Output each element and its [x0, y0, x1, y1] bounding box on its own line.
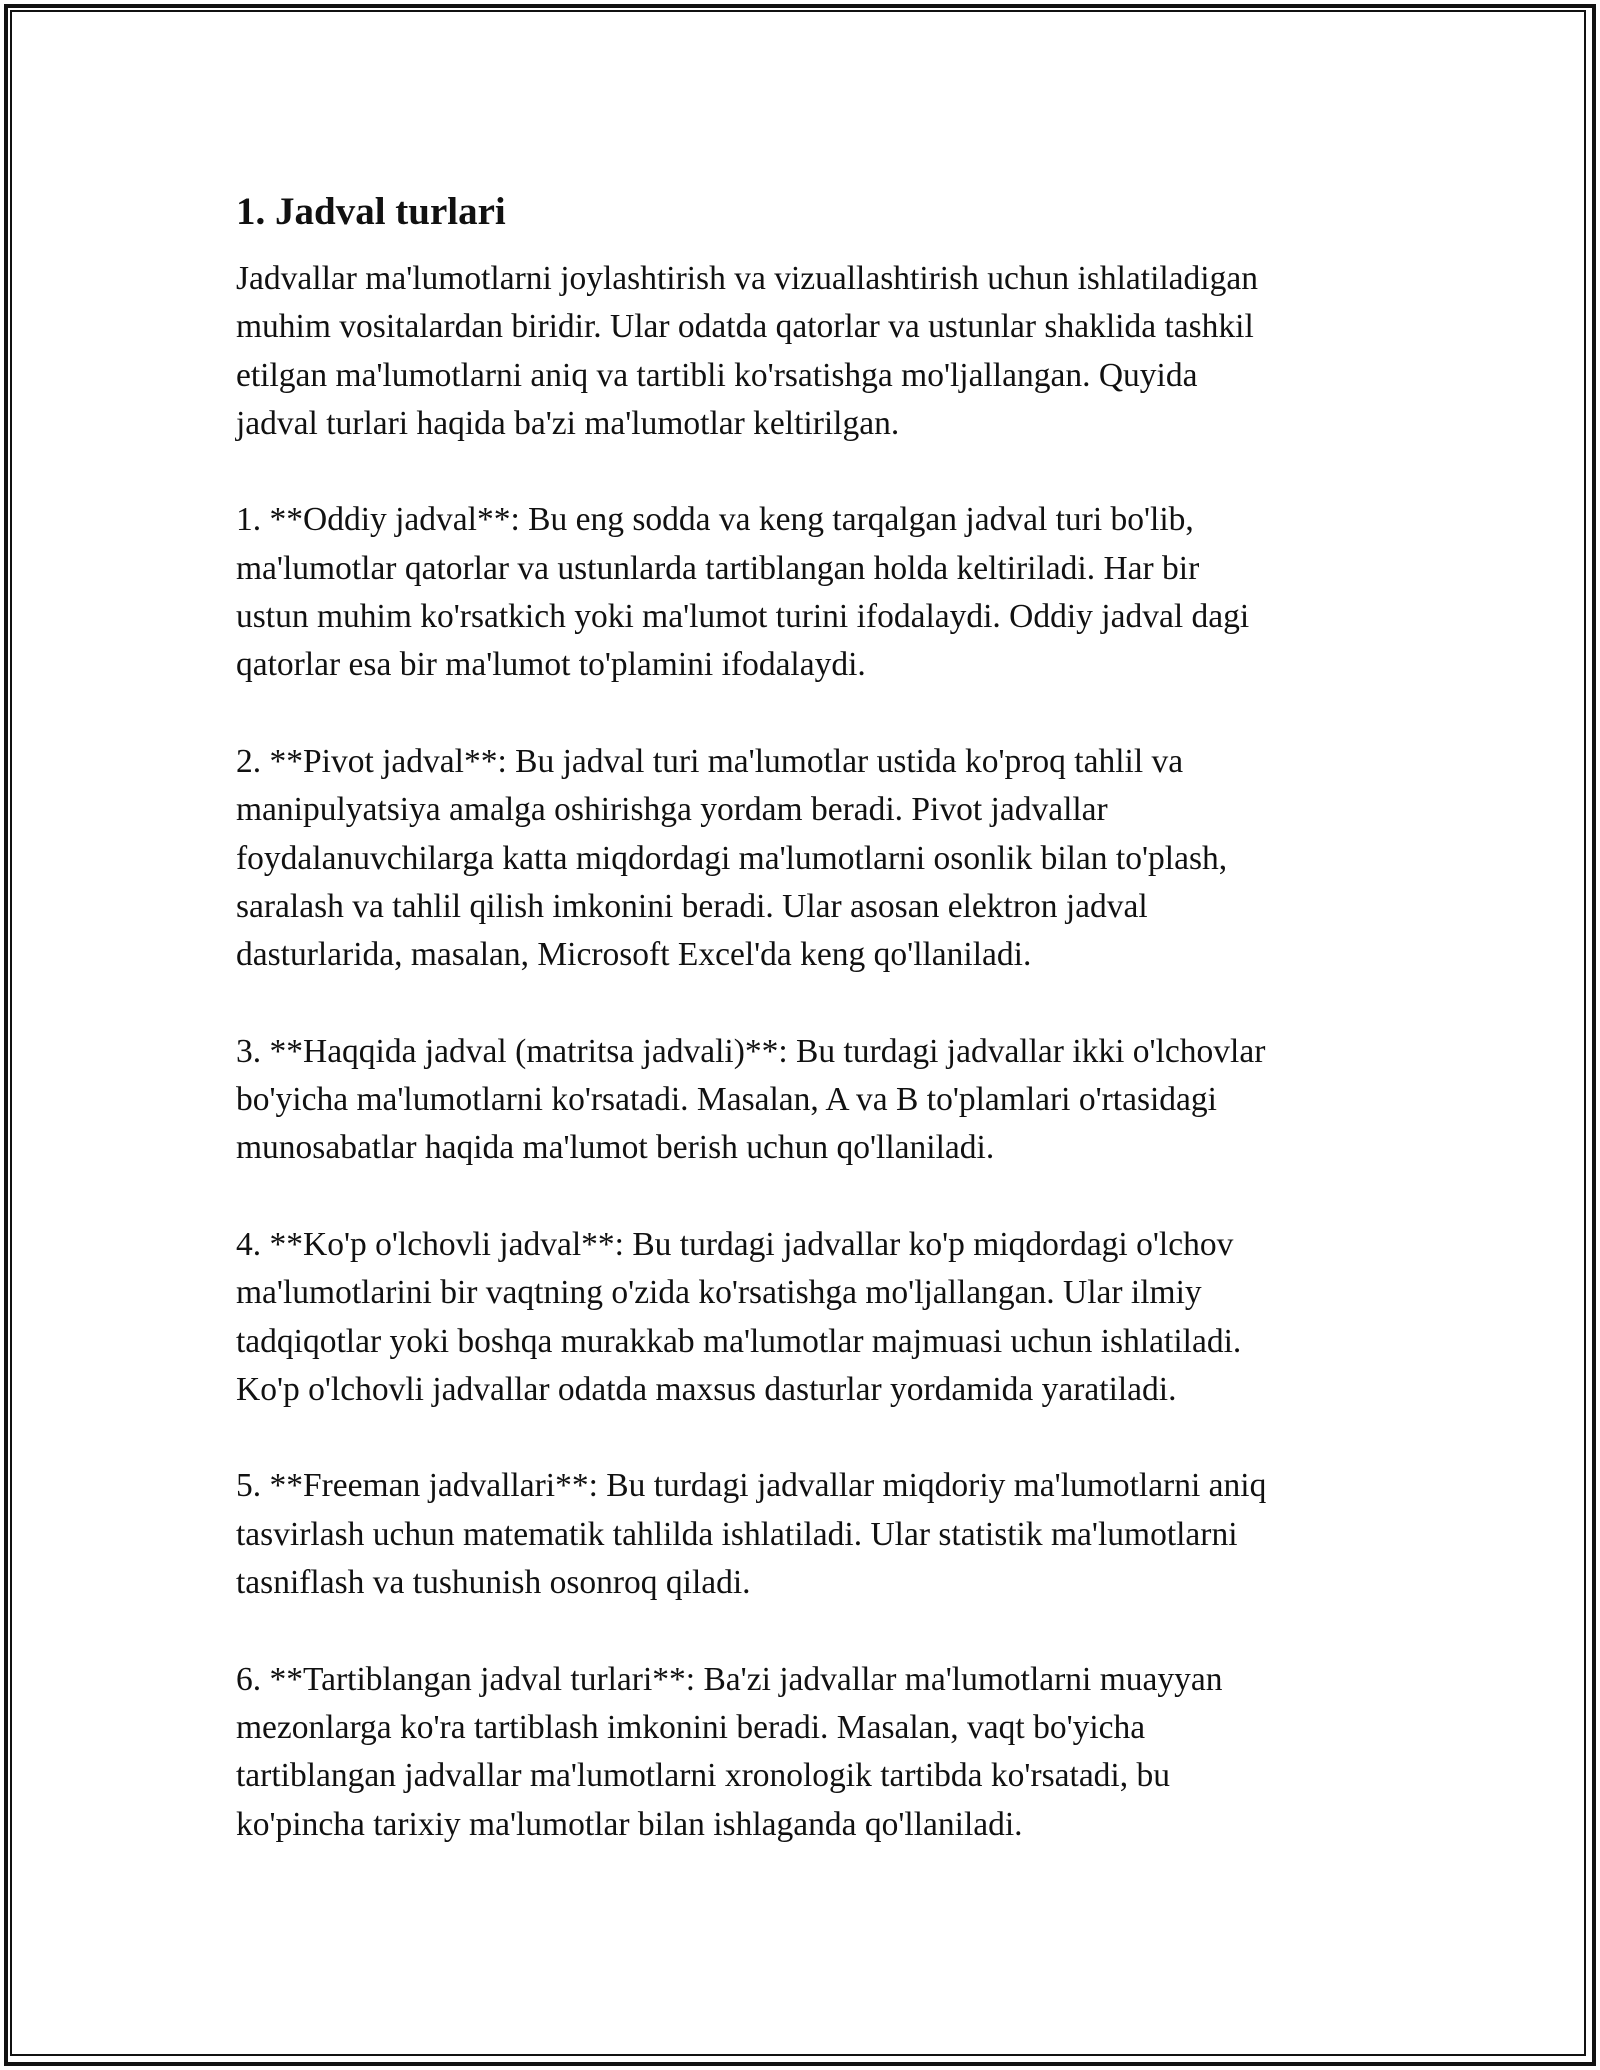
text-line: saralash va tahlil qilish imkonini beradi. Ular asosan elektron jadval — [236, 887, 1148, 925]
text-line: tartiblangan jadvallar ma'lumotlarni xronologik tartibda ko'rsatadi, bu — [236, 1757, 1170, 1795]
text-line: tadqiqotlar yoki boshqa murakkab ma'lumotlar majmuasi uchun ishlatiladi. — [236, 1322, 1242, 1360]
text-line: 6. **Tartiblangan jadval turlari**: Ba'zi jadvallar ma'lumotlarni muayyan — [236, 1660, 1223, 1698]
text-line: 1. **Oddiy jadval**: Bu eng sodda va keng tarqalgan jadval turi bo'lib, — [236, 501, 1194, 539]
document-body — [236, 186, 1376, 1849]
text-line: foydalanuvchilarga katta miqdordagi ma'lumotlarni osonlik bilan to'plash, — [236, 839, 1228, 877]
text-line: Ko'p o'lchovli jadvallar odatda maxsus dasturlar yordamida yaratiladi. — [236, 1370, 1177, 1408]
paragraph-list — [236, 255, 1376, 1849]
text-line: 4. **Ko'p o'lchovli jadval**: Bu turdagi jadvallar ko'p miqdordagi o'lchov — [236, 1225, 1234, 1263]
list-item-paragraph — [236, 738, 1376, 979]
text-line: munosabatlar haqida ma'lumot berish uchun qo'llaniladi. — [236, 1129, 995, 1167]
text-line: ma'lumotlar qatorlar va ustunlarda tartiblangan holda keltiriladi. Har bir — [236, 549, 1200, 587]
text-line: muhim vositalardan biridir. Ular odatda qatorlar va ustunlar shaklida tashkil — [236, 308, 1254, 346]
page-title: 1. Jadval turlari — [236, 190, 506, 233]
list-item-paragraph — [236, 1462, 1376, 1607]
list-item-paragraph — [236, 1656, 1376, 1849]
list-item-paragraph — [236, 1028, 1376, 1173]
list-item-paragraph — [236, 496, 1376, 689]
text-line: ko'pincha tarixiy ma'lumotlar bilan ishlaganda qo'llaniladi. — [236, 1805, 1023, 1843]
text-line: 3. **Haqqida jadval (matritsa jadvali)**: Bu turdagi jadvallar ikki o'lchovlar — [236, 1032, 1266, 1070]
text-line: bo'yicha ma'lumotlarni ko'rsatadi. Masalan, A va B to'plamlari o'rtasidagi — [236, 1081, 1217, 1119]
text-line: mezonlarga ko'ra tartiblash imkonini beradi. Masalan, vaqt bo'yicha — [236, 1708, 1146, 1746]
text-line: Jadvallar ma'lumotlarni joylashtirish va vizuallashtirish uchun ishlatiladigan — [236, 260, 1258, 297]
text-line: ustun muhim ko'rsatkich yoki ma'lumot turini ifodalaydi. Oddiy jadval dagi — [236, 598, 1250, 636]
text-line: tasvirlash uchun matematik tahlilda ishlatiladi. Ular statistik ma'lumotlarni — [236, 1515, 1238, 1553]
text-line: 5. **Freeman jadvallari**: Bu turdagi jadvallar miqdoriy ma'lumotlarni aniq — [236, 1467, 1267, 1505]
intro-paragraph — [236, 255, 1376, 448]
text-line: jadval turlari haqida ba'zi ma'lumotlar keltirilgan. — [236, 404, 900, 442]
text-line: 2. **Pivot jadval**: Bu jadval turi ma'lumotlar ustida ko'proq tahlil va — [236, 742, 1184, 780]
text-line: tasniflash va tushunish osonroq qiladi. — [236, 1564, 751, 1602]
list-item-paragraph — [236, 1221, 1376, 1414]
text-line: ma'lumotlarini bir vaqtning o'zida ko'rsatishga mo'ljallangan. Ular ilmiy — [236, 1274, 1202, 1312]
text-line: etilgan ma'lumotlarni aniq va tartibli ko'rsatishga mo'ljallangan. Quyida — [236, 356, 1198, 394]
text-line: dasturlarida, masalan, Microsoft Excel'da keng qo'llaniladi. — [236, 936, 1032, 974]
text-line: qatorlar esa bir ma'lumot to'plamini ifodalaydi. — [236, 646, 866, 684]
text-line: manipulyatsiya amalga oshirishga yordam beradi. Pivot jadvallar — [236, 791, 1108, 829]
